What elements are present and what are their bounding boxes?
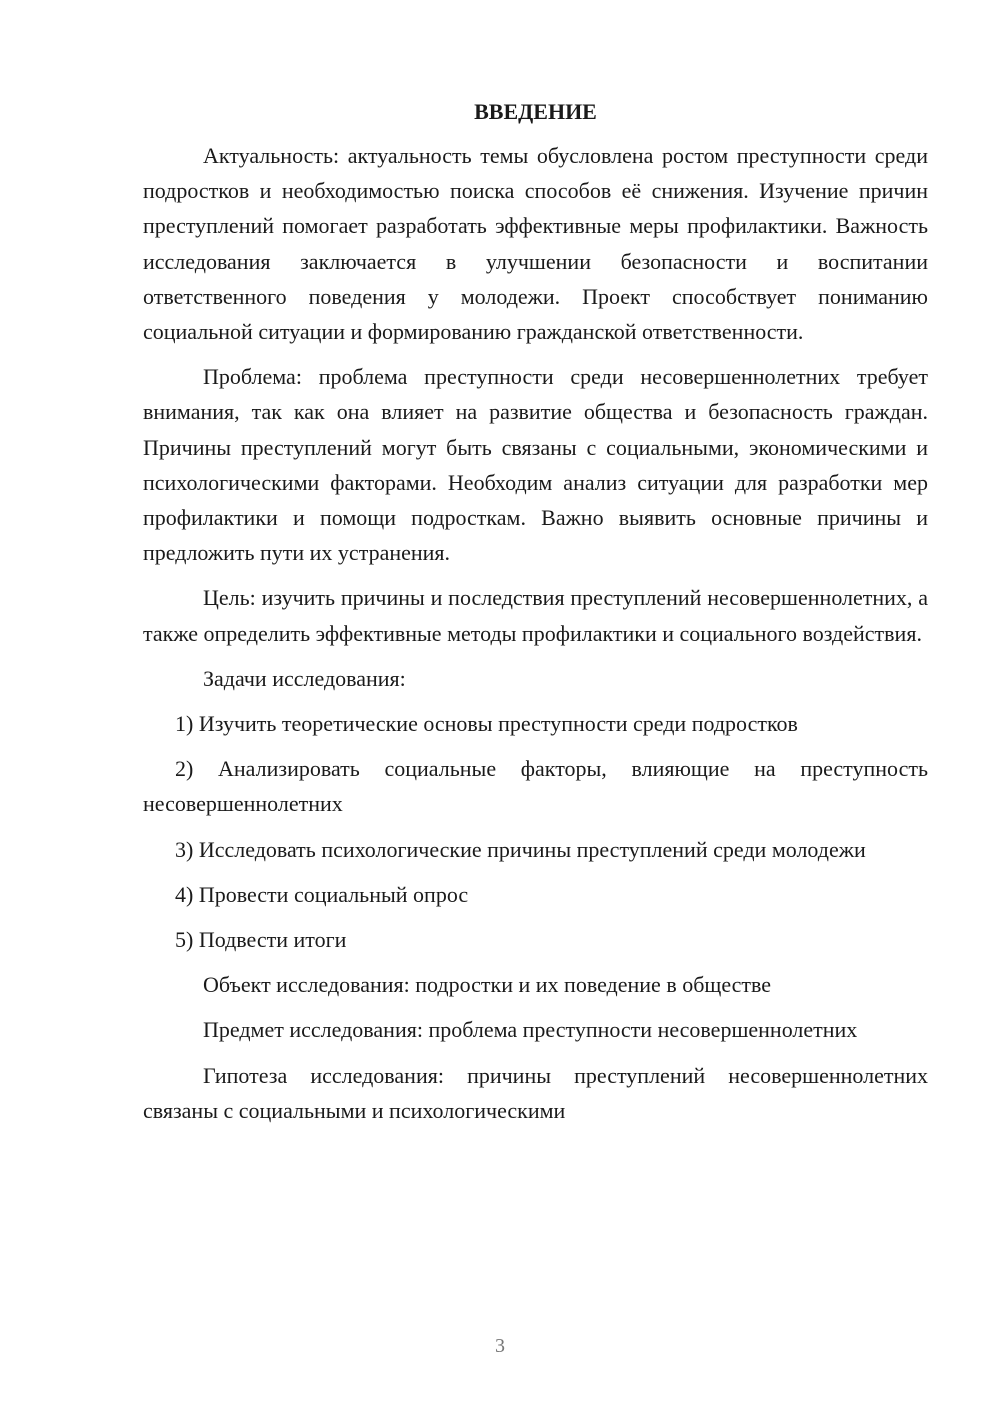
task-item: 5) Подвести итоги bbox=[175, 927, 347, 953]
page-number: 3 bbox=[495, 1335, 505, 1357]
task-item: 3) Исследовать психологические причины преступлений среди молодежи bbox=[175, 836, 866, 862]
section-title: ВВЕДЕНИЕ bbox=[474, 99, 597, 124]
paragraph-object: Объект исследования: подростки и их поведение в обществе bbox=[203, 972, 772, 998]
task-item: 4) Провести социальный опрос bbox=[175, 881, 469, 907]
paragraph-goal: Цель: изучить причины и последствия преступлений несовершеннолетних, а также определить эффективные методы профилактики и социального воздействия. bbox=[143, 585, 928, 646]
paragraph-hypothesis: Гипотеза исследования: причины преступлений несовершеннолетних связаны с социальными и психологическими bbox=[143, 1062, 928, 1123]
tasks-heading: Задачи исследования: bbox=[203, 665, 406, 691]
page-content bbox=[143, 96, 928, 1128]
paragraph-relevance: Актуальность: актуальность темы обусловлена ростом преступности среди подростков и необходимостью поиска способов её снижения. Изучение причин преступлений помогает разработать эффективные меры профилактики. Важность исследования заключается в улучшении безопасности и воспитании ответственного поведения у молодежи. Проект способствует пониманию социальной ситуации и формированию гражданской ответственности. bbox=[143, 143, 928, 345]
task-item: 2) Анализировать социальные факторы, влияющие на преступность несовершеннолетних bbox=[143, 756, 928, 817]
task-item: 1) Изучить теоретические основы преступности среди подростков bbox=[175, 711, 798, 737]
paragraph-problem: Проблема: проблема преступности среди несовершеннолетних требует внимания, так как она влияет на развитие общества и безопасность граждан. Причины преступлений могут быть связаны с социальными, экономическими и психологическими факторами. Необходим анализ ситуации для разработки мер профилактики и помощи подросткам. Важно выявить основные причины и предложить пути их устранения. bbox=[143, 364, 928, 566]
paragraph-subject: Предмет исследования: проблема преступности несовершеннолетних bbox=[203, 1017, 858, 1043]
